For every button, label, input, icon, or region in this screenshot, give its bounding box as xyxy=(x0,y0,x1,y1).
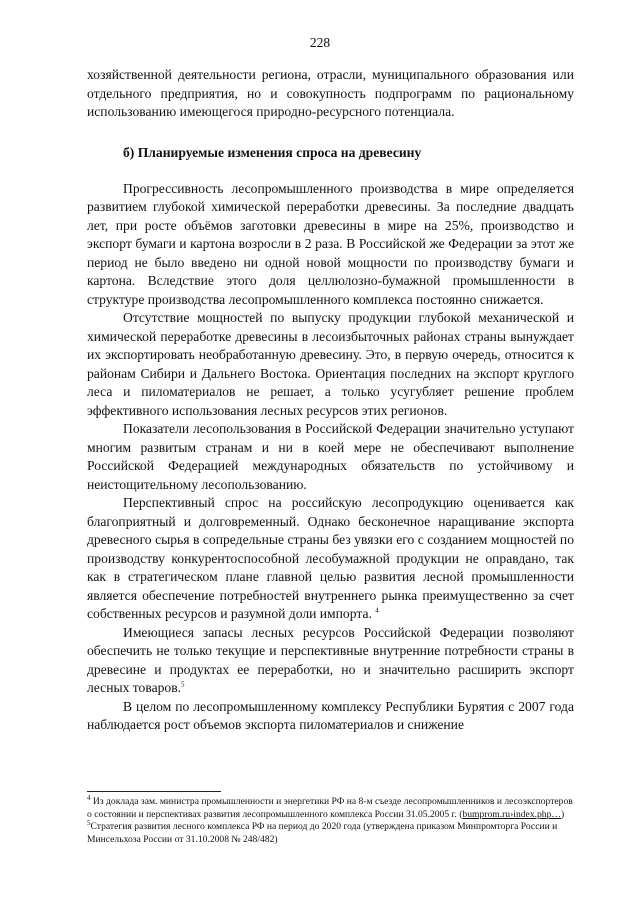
page-body xyxy=(87,66,574,735)
footnote-ref-5[interactable]: 5 xyxy=(181,680,185,689)
paragraph-forest-reserves xyxy=(87,624,574,698)
footnote-4-link[interactable]: bumprom.ru›index.php… xyxy=(462,808,561,820)
paragraph-forest-reserves-text: Имеющиеся запасы лесных ресурсов Российской Федерации позволяют обеспечить не только текущие и перспективные внутренние потребности страны в древесине и продуктах ее переработки, но и значительно расширить экспорт лесных товаров. xyxy=(87,624,574,695)
footnote-4 xyxy=(87,793,574,821)
paragraph-demand-outlook xyxy=(87,494,574,624)
footnote-5-text: Стратегия развития лесного комплекса РФ на период до 2020 года (утверждена приказом Минпромторга России и Минсельхоза России от 31.10.2008 № 248/482) xyxy=(87,821,558,845)
footnote-ref-4[interactable]: 4 xyxy=(375,606,379,615)
footnote-4-text: Из доклада зам. министра промышленности и энергетики РФ на 8-м съезде лесопромышленников и лесоэкспортеров о состоянии и перспективах развития лесопромышленного комплекса России 31.05.2005 г. ( xyxy=(87,796,573,820)
paragraph-forest-use-indicators: Показатели лесопользования в Российской Федерации значительно уступают многим развитым странам и ни в коей мере не обеспечивают выполнение Российской Федерацией международных обязательств по устойчивому и неистощительному лесопользованию. xyxy=(87,421,574,492)
paragraph-progressivity: Прогрессивность лесопромышленного производства в мире определяется развитием глубокой химической переработки древесины. За последние двадцать лет, при росте объёмов заготовки древесины в мире на 25%, производство и экспорт бумаги и картона возросли в 2 раза. В Российской же Федерации за этот же период не было введено ни одной новой мощности по производству бумаги и картона. Вследствие этого доля целлюлозно-бумажной промышленности в структуре производства лесопромышленного комплекса постоянно снижается. xyxy=(87,180,574,307)
footnotes xyxy=(87,793,574,846)
paragraph-lack-of-capacity: Отсутствие мощностей по выпуску продукции глубокой механической и химической переработке древесины в лесоизбыточных районах страны вынуждает их экспортировать необработанную древесину. Это, в первую очередь, относится к районам Сибири и Дальнего Востока. Ориентация последних на экспорт круглого леса и пиломатериалов не решает, а только усугубляет решение проблем эффективного использования лесных ресурсов этих регионов. xyxy=(87,310,574,418)
footnote-mark-5: 5 xyxy=(87,819,91,827)
footnote-5 xyxy=(87,821,574,846)
section-heading: б) Планируемые изменения спроса на древесину xyxy=(123,144,422,160)
page-number: 228 xyxy=(309,35,331,50)
footnote-mark-4: 4 xyxy=(87,793,91,802)
footnote-divider xyxy=(87,791,221,792)
footnote-4-tail: ) xyxy=(561,808,565,820)
intro-paragraph: хозяйственной деятельности региона, отрасли, муниципального образования или отдельного предприятия, но и совокупность подпрограмм по рациональному использованию имеющегося природно-ресурсного потенциала. xyxy=(87,67,574,119)
paragraph-buryatia: В целом по лесопромышленному комплексу Республики Бурятия с 2007 года наблюдается рост объемов экспорта пиломатериалов и снижение xyxy=(87,698,574,732)
paragraph-demand-outlook-text: Перспективный спрос на российскую лесопродукцию оценивается как благоприятный и долговременный. Однако бесконечное наращивание экспорта древесного сырья в сопредельные страны без увязки его с созданием мощностей по производству конкурентоспособной лесобумажной продукции не оправдано, так как в стратегическом плане главной целью развития лесной промышленности является обеспечение потребностей внутреннего рынка преимущественно за счет собственных ресурсов и разумной доли импорта. xyxy=(87,495,574,621)
